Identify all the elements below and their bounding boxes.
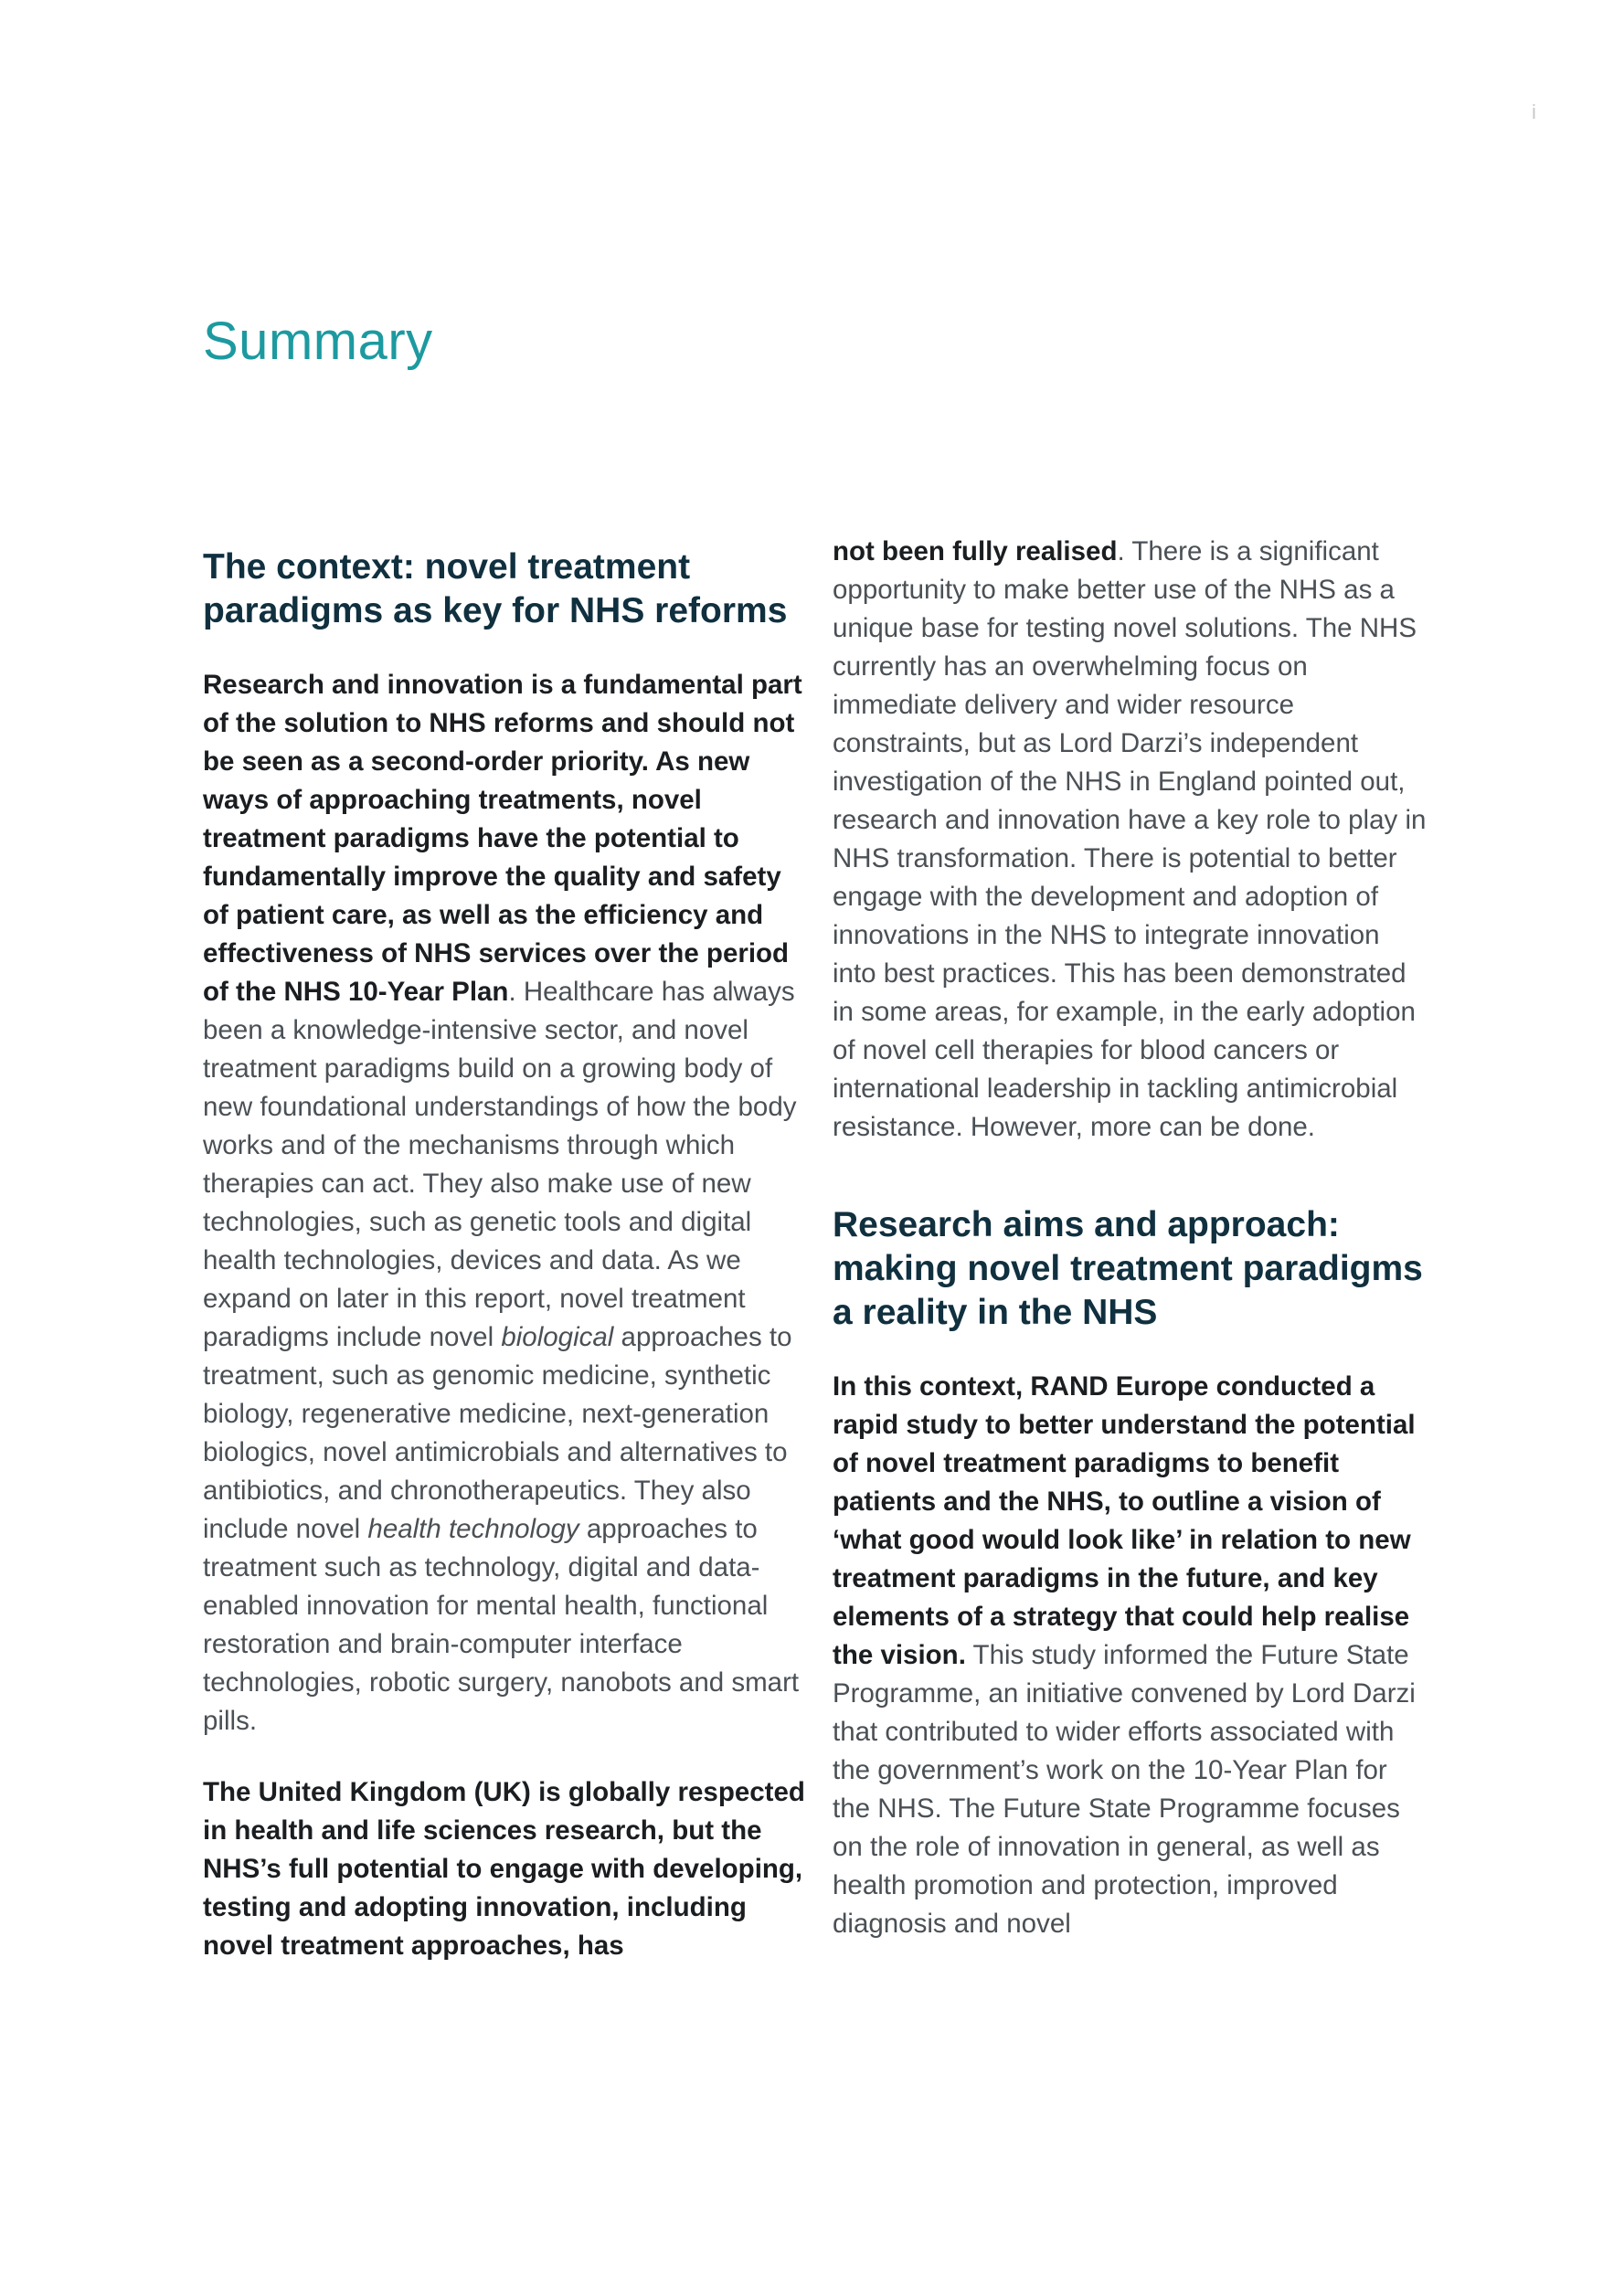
paragraph-uk-respected-continued <box>833 533 1427 1147</box>
right-column <box>833 536 1427 1976</box>
paragraph-text: approaches to treatment, such as genomic medicine, synthetic biology, regenerative medicine, next-generation biologics, novel antimicrobials and alternatives to antibiotics, and chronotherapeutics. They also include novel <box>203 1322 792 1544</box>
paragraph-italic: health technology <box>367 1514 579 1544</box>
paragraph-text: . Healthcare has always been a knowledge-intensive sector, and novel treatment paradigms build on a growing body of new foundational understandings of how the body works and of the mechanisms through which therapies can act. They also make use of new technologies, such as genetic tools and digital health technologies, devices and data. As we expand on later in this report, novel treatment paradigms include novel <box>203 977 797 1352</box>
section-heading-research-aims: Research aims and approach: making novel treatment paradigms a reality in the NHS <box>833 1205 1423 1332</box>
paragraph-lead: The United Kingdom (UK) is globally respected in health and life sciences research, but the NHS’s full potential to engage with developing, testing and adopting innovation, including novel treatment approaches, has <box>203 1777 805 1961</box>
paragraph-rand-study <box>833 1368 1427 1943</box>
page-title: Summary <box>203 312 433 371</box>
paragraph-lead: In this context, RAND Europe conducted a rapid study to better understand the potential of novel treatment paradigms to benefit patients and the NHS, to outline a vision of ‘what good would look like’ in relation to new treatment paradigms in the future, and key elements of a strategy that could help realise the vision. <box>833 1371 1416 1670</box>
section-heading-context: The context: novel treatment paradigms as key for NHS reforms <box>203 547 788 630</box>
page-number: i <box>1532 101 1536 123</box>
paragraph-lead: not been fully realised <box>833 536 1118 566</box>
paragraph-text: approaches to treatment such as technology, digital and data-enabled innovation for mental health, functional restoration and brain-computer interface technologies, robotic surgery, nanobots and smart pills. <box>203 1514 800 1736</box>
paragraph-research-innovation <box>203 666 806 1741</box>
paragraph-text: This study informed the Future State Programme, an initiative convened by Lord Darzi that contributed to wider efforts associated with the government’s work on the 10-Year Plan for the NHS. The Future State Programme focuses on the role of innovation in general, as well as health promotion and protection, improved diagnosis and novel <box>833 1640 1416 1939</box>
paragraph-text: . There is a significant opportunity to make better use of the NHS as a unique base for testing novel solutions. The NHS currently has an overwhelming focus on immediate delivery and wider resource constraints, but as Lord Darzi’s independent investigation of the NHS in England pointed out, research and innovation have a key role to play in NHS transformation. There is potential to better engage with the development and adoption of innovations in the NHS to integrate innovation into best practices. This has been demonstrated in some areas, for example, in the early adoption of novel cell therapies for blood cancers or international leadership in tackling antimicrobial resistance. However, more can be done. <box>833 536 1427 1142</box>
paragraph-uk-respected <box>203 1773 806 1965</box>
paragraph-italic: biological <box>501 1322 614 1352</box>
left-column <box>203 545 806 1998</box>
paragraph-lead: Research and innovation is a fundamental part of the solution to NHS reforms and should not be seen as a second-order priority. As new ways of approaching treatments, novel treatment paradigms have the potential to fundamentally improve the quality and safety of patient care, as well as the efficiency and effectiveness of NHS services over the period of the NHS 10-Year Plan <box>203 670 802 1007</box>
